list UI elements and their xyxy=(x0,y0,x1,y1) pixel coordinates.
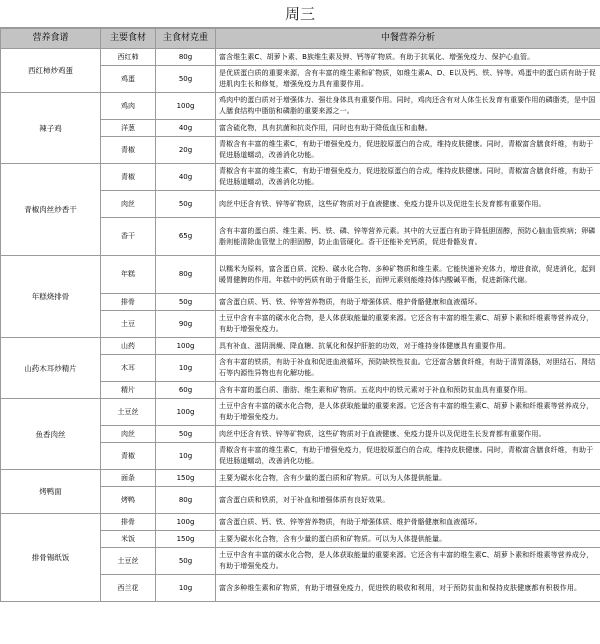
weight-cell: 20g xyxy=(156,137,216,164)
analysis-cell: 含有丰富的蛋白质、维生素、钙、铁、磷、锌等营养元素。其中的大豆蛋白有助于降低胆固醇，预防心脑血管疾病；卵磷脂则能清除血管壁上的胆固醇，防止血管硬化。香干还能补充钙质，促进骨骼发育。 xyxy=(216,218,600,256)
recipe-name: 青椒肉丝炒香干 xyxy=(1,164,101,256)
nutrition-table xyxy=(0,28,600,602)
weight-cell: 90g xyxy=(156,311,216,338)
analysis-cell: 富含硫化物，具有抗菌和抗炎作用，同时也有助于降低血压和血糖。 xyxy=(216,120,600,137)
analysis-cell: 具有补血、滋阴润燥、降血糖、抗氧化和保护肝脏的功效，对于维持身体健康具有重要作用。 xyxy=(216,338,600,355)
weight-cell: 80g xyxy=(156,256,216,294)
analysis-cell: 土豆中含有丰富的碳水化合物，是人体获取能量的重要来源。它还含有丰富的维生素C、胡萝卜素和纤维素等营养成分，有助于增强免疫力。 xyxy=(216,311,600,338)
header-ingredient: 主要食材 xyxy=(101,29,156,49)
weight-cell: 10g xyxy=(156,443,216,470)
weight-cell: 50g xyxy=(156,294,216,311)
analysis-cell: 土豆中含有丰富的碳水化合物，是人体获取能量的重要来源。它还含有丰富的维生素C、胡萝卜素和纤维素等营养成分，有助于增强免疫力。 xyxy=(216,548,600,575)
recipe-name: 年糕烧排骨 xyxy=(1,256,101,338)
analysis-cell: 肉丝中还含有铁、锌等矿物质，这些矿物质对于血液健康、免疫力提升以及促进生长发育都有重要作用。 xyxy=(216,426,600,443)
weight-cell: 100g xyxy=(156,93,216,120)
table-row xyxy=(1,470,600,487)
header-analysis: 中餐营养分析 xyxy=(216,29,600,49)
weight-cell: 60g xyxy=(156,382,216,399)
ingredient-cell: 肉丝 xyxy=(101,191,156,218)
weight-cell: 10g xyxy=(156,355,216,382)
ingredient-cell: 青椒 xyxy=(101,164,156,191)
weight-cell: 80g xyxy=(156,487,216,514)
weight-cell: 50g xyxy=(156,191,216,218)
weight-cell: 100g xyxy=(156,514,216,531)
ingredient-cell: 青椒 xyxy=(101,443,156,470)
table-row xyxy=(1,93,600,120)
ingredient-cell: 山药 xyxy=(101,338,156,355)
ingredient-cell: 鸡蛋 xyxy=(101,66,156,93)
ingredient-cell: 面条 xyxy=(101,470,156,487)
ingredient-cell: 排骨 xyxy=(101,294,156,311)
analysis-cell: 主要为碳水化合物，含有少量的蛋白质和矿物质。可以为人体提供能量。 xyxy=(216,531,600,548)
analysis-cell: 肉丝中还含有铁、锌等矿物质，这些矿物质对于血液健康、免疫力提升以及促进生长发育都有重要作用。 xyxy=(216,191,600,218)
weight-cell: 65g xyxy=(156,218,216,256)
weight-cell: 100g xyxy=(156,399,216,426)
ingredient-cell: 烤鸭 xyxy=(101,487,156,514)
ingredient-cell: 香干 xyxy=(101,218,156,256)
ingredient-cell: 鸡肉 xyxy=(101,93,156,120)
weight-cell: 150g xyxy=(156,531,216,548)
table-row xyxy=(1,399,600,426)
analysis-cell: 富含蛋白质、钙、铁、锌等营养物质，有助于增强体质、维护骨骼健康和血液循环。 xyxy=(216,514,600,531)
recipe-name: 排骨锡纸饭 xyxy=(1,514,101,602)
analysis-cell: 土豆中含有丰富的碳水化合物，是人体获取能量的重要来源。它还含有丰富的维生素C、胡萝卜素和纤维素等营养成分，有助于增强免疫力。 xyxy=(216,399,600,426)
analysis-cell: 含有丰富的铁质，有助于补血和促进血液循环，预防缺铁性贫血。它还富含膳食纤维，有助于清胃涤肠，对胆结石、肾结石等内源性异物也有化解功能。 xyxy=(216,355,600,382)
ingredient-cell: 洋葱 xyxy=(101,120,156,137)
analysis-cell: 以糯米为原料，富含蛋白质、淀粉、碳水化合物、多种矿物质和维生素。它能快速补充体力，增进食欲，促进消化，起到暖胃健脾的作用。年糕中的钙质有助于骨骼生长，而钾元素则能维持体内酸碱平衡，促进新陈代谢。 xyxy=(216,256,600,294)
ingredient-cell: 青椒 xyxy=(101,137,156,164)
weight-cell: 80g xyxy=(156,49,216,66)
analysis-cell: 青椒含有丰富的维生素C，有助于增强免疫力，促进胶原蛋白的合成，维持皮肤健康。同时，青椒富含膳食纤维，有助于促进肠道蠕动，改善消化功能。 xyxy=(216,164,600,191)
analysis-cell: 富含蛋白质和铁质，对于补血和增强体质有良好效果。 xyxy=(216,487,600,514)
recipe-name: 辣子鸡 xyxy=(1,93,101,164)
table-row xyxy=(1,514,600,531)
weight-cell: 40g xyxy=(156,120,216,137)
weight-cell: 150g xyxy=(156,470,216,487)
table-body xyxy=(1,49,600,602)
weight-cell: 40g xyxy=(156,164,216,191)
analysis-cell: 富含多种维生素和矿物质，有助于增强免疫力，促进铁的吸收和利用，对于预防贫血和保持皮肤健康都有积极作用。 xyxy=(216,575,600,602)
recipe-name: 烤鸭面 xyxy=(1,470,101,514)
ingredient-cell: 排骨 xyxy=(101,514,156,531)
analysis-cell: 是优质蛋白质的重要来源，含有丰富的维生素和矿物质，如维生素A、D、E以及钙、铁、锌等。鸡蛋中的蛋白质有助于促进肌肉生长和修复，增强免疫力具有重要作用。 xyxy=(216,66,600,93)
ingredient-cell: 木耳 xyxy=(101,355,156,382)
weight-cell: 100g xyxy=(156,338,216,355)
table-row xyxy=(1,256,600,294)
weight-cell: 50g xyxy=(156,426,216,443)
analysis-cell: 青椒含有丰富的维生素C，有助于增强免疫力，促进胶原蛋白的合成，维持皮肤健康。同时，青椒富含膳食纤维，有助于促进肠道蠕动，改善消化功能。 xyxy=(216,443,600,470)
page-title: 周三 xyxy=(0,0,600,28)
weight-cell: 10g xyxy=(156,575,216,602)
ingredient-cell: 土豆丝 xyxy=(101,399,156,426)
table-row xyxy=(1,49,600,66)
ingredient-cell: 土豆 xyxy=(101,311,156,338)
ingredient-cell: 西红柿 xyxy=(101,49,156,66)
analysis-cell: 含有丰富的蛋白质、脂肪、维生素和矿物质。五花肉中的铁元素对于补血和预防贫血具有重要作用。 xyxy=(216,382,600,399)
header-row xyxy=(1,29,600,49)
header-weight: 主食材克重 xyxy=(156,29,216,49)
recipe-name: 山药木耳炒精片 xyxy=(1,338,101,399)
analysis-cell: 青椒含有丰富的维生素C，有助于增强免疫力，促进胶原蛋白的合成，维持皮肤健康。同时，青椒富含膳食纤维，有助于促进肠道蠕动，改善消化功能。 xyxy=(216,137,600,164)
table-row xyxy=(1,164,600,191)
ingredient-cell: 肉丝 xyxy=(101,426,156,443)
table-row xyxy=(1,338,600,355)
header-recipe: 营养食谱 xyxy=(1,29,101,49)
analysis-cell: 富含蛋白质、钙、铁、锌等营养物质，有助于增强体质、维护骨骼健康和血液循环。 xyxy=(216,294,600,311)
ingredient-cell: 精片 xyxy=(101,382,156,399)
ingredient-cell: 年糕 xyxy=(101,256,156,294)
ingredient-cell: 土豆丝 xyxy=(101,548,156,575)
weight-cell: 50g xyxy=(156,66,216,93)
ingredient-cell: 西兰花 xyxy=(101,575,156,602)
recipe-name: 鱼香肉丝 xyxy=(1,399,101,470)
recipe-name: 西红柿炒鸡蛋 xyxy=(1,49,101,93)
weight-cell: 50g xyxy=(156,548,216,575)
ingredient-cell: 米饭 xyxy=(101,531,156,548)
analysis-cell: 富含维生素C、胡萝卜素、B族维生素及钾、钙等矿物质。有助于抗氧化、增强免疫力、保护心血管。 xyxy=(216,49,600,66)
analysis-cell: 主要为碳水化合物，含有少量的蛋白质和矿物质。可以为人体提供能量。 xyxy=(216,470,600,487)
analysis-cell: 鸡肉中的蛋白质对于增强体力、强壮身体具有重要作用。同时，鸡肉还含有对人体生长发育有重要作用的磷脂类，是中国人膳食结构中脂肪和磷脂的重要来源之一。 xyxy=(216,93,600,120)
